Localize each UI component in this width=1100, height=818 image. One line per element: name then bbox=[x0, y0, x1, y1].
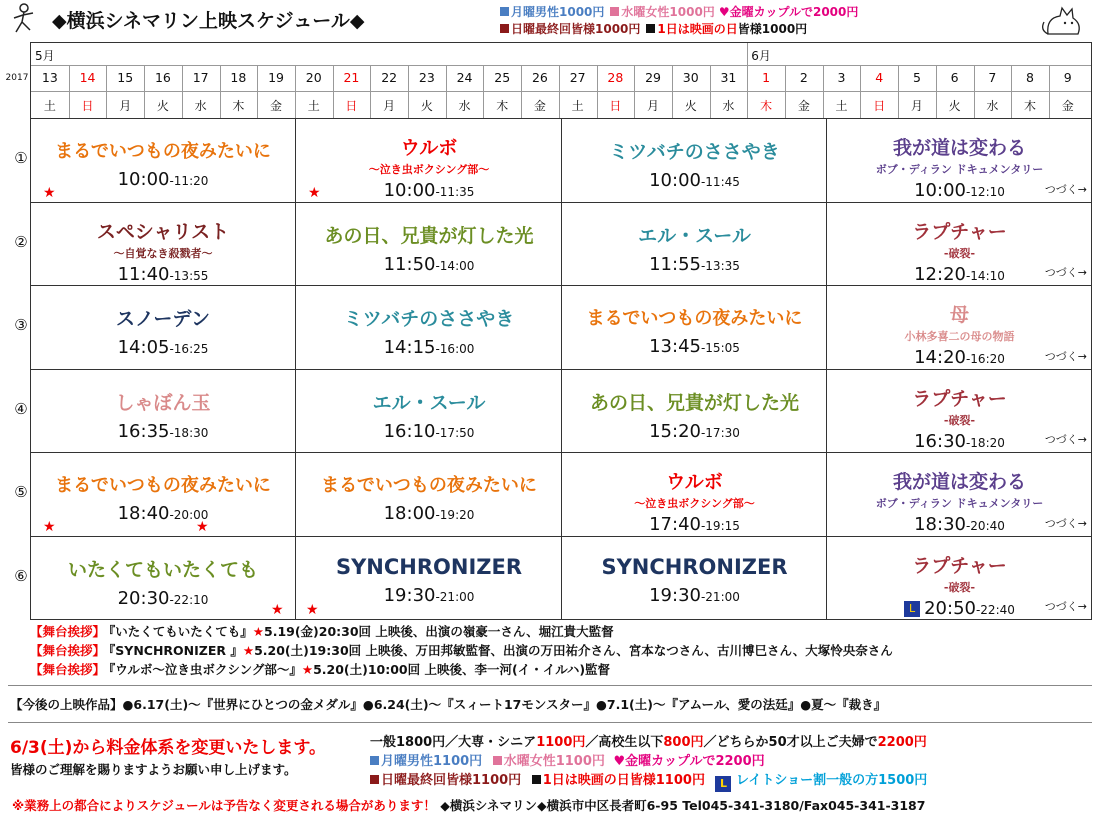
price-item: 皆様1000円 bbox=[737, 22, 808, 36]
weekday-label: 土 bbox=[835, 99, 848, 113]
showtime-end: -20:00 bbox=[169, 508, 209, 522]
price-info-line1 bbox=[500, 3, 858, 20]
schedule-row bbox=[14, 285, 1091, 370]
star-icon: ★ bbox=[43, 184, 56, 201]
film-title: 我が道は変わる bbox=[892, 471, 1026, 493]
showtime bbox=[562, 336, 827, 357]
greeting-date: 5.20(土)19:30回 bbox=[254, 643, 362, 658]
film-title: ウルボ bbox=[666, 471, 723, 493]
greeting-date: 5.19(金)20:30回 bbox=[264, 624, 372, 639]
showtime-start: 10:00 bbox=[383, 180, 436, 201]
price-square-icon bbox=[500, 24, 509, 33]
day-number: 31 bbox=[720, 70, 737, 85]
film-title: いたくてもいたくても bbox=[67, 558, 258, 581]
weekday-label: 木 bbox=[496, 99, 509, 113]
showtime bbox=[31, 337, 295, 358]
weekday-label: 土 bbox=[571, 99, 584, 113]
weekday-label: 月 bbox=[383, 99, 396, 113]
day-number: 15 bbox=[117, 70, 134, 85]
star-icon: ★ bbox=[271, 602, 284, 618]
continued-label: つづく→ bbox=[1044, 182, 1087, 196]
film-title: まるでいつもの夜みたいに bbox=[55, 475, 271, 496]
continued-label: つづく→ bbox=[1044, 516, 1087, 530]
showtime-start: 11:55 bbox=[649, 253, 701, 275]
star-icon: ★ bbox=[242, 643, 255, 658]
year-label: 2017 bbox=[5, 73, 29, 83]
film-title: 我が道は変わる bbox=[892, 137, 1026, 159]
screening-block bbox=[295, 453, 562, 537]
price-info-line2 bbox=[500, 20, 807, 37]
star-icon: ★ bbox=[308, 184, 321, 201]
day-number: 9 bbox=[1063, 70, 1072, 85]
film-subtitle: -破裂- bbox=[943, 413, 976, 427]
weekday-label: 木 bbox=[1024, 99, 1037, 113]
day-number: 8 bbox=[1026, 70, 1034, 85]
late-show-icon: L bbox=[715, 776, 731, 792]
showtime-start: 20:50 bbox=[924, 597, 976, 619]
weekday-label: 木 bbox=[232, 99, 245, 113]
showtime bbox=[562, 514, 827, 535]
price-item: 日曜最終回皆様1000円 bbox=[511, 22, 641, 36]
weekday-label: 水 bbox=[194, 99, 207, 113]
film-title: まるでいつもの夜みたいに bbox=[321, 475, 537, 496]
screening-block bbox=[31, 453, 295, 537]
day-number: 24 bbox=[456, 70, 473, 85]
weekday-label: 火 bbox=[156, 99, 169, 113]
film-title: 母 bbox=[949, 304, 969, 326]
film-title: ウルボ bbox=[400, 137, 458, 159]
new-price-line1: 一般1800円／大専・シニア1100円／高校生以下800円／どちらか50才以上ご夫婦で2200円 bbox=[370, 735, 927, 750]
screening-block bbox=[826, 203, 1092, 287]
showtime-start: 12:20 bbox=[914, 263, 966, 285]
screening-block bbox=[295, 119, 562, 203]
weekday-label: 日 bbox=[81, 99, 94, 113]
schedule-rows bbox=[14, 118, 1091, 619]
greeting-detail: 上映後、万田邦敏監督、出演の万田祐介さん、宮本なつさん、古川博巳さん、大塚怜央奈さん bbox=[361, 643, 893, 658]
showtime-start: 18:40 bbox=[117, 503, 170, 524]
weekday-label: 土 bbox=[307, 99, 320, 113]
showtime-start: 18:30 bbox=[914, 514, 966, 535]
price-square-icon bbox=[646, 24, 655, 33]
day-number: 6 bbox=[950, 70, 959, 85]
day-number: 16 bbox=[154, 70, 171, 85]
weekday-label: 月 bbox=[647, 99, 660, 113]
continued-label: つづく→ bbox=[1044, 600, 1087, 613]
date-header bbox=[5, 43, 1091, 118]
film-title: SYNCHRONIZER bbox=[601, 554, 788, 579]
continued-label: つづく→ bbox=[1044, 266, 1087, 279]
schedule-grid bbox=[5, 42, 1092, 620]
film-subtitle: 小林多喜二の母の物語 bbox=[904, 330, 1015, 343]
screening-block bbox=[561, 453, 827, 537]
screening-block bbox=[295, 537, 562, 621]
star-icon: ★ bbox=[196, 518, 209, 535]
day-number: 23 bbox=[418, 70, 435, 85]
showtime-end: -13:35 bbox=[700, 258, 740, 273]
showtime-end: -16:00 bbox=[435, 342, 475, 356]
showtime bbox=[296, 254, 562, 275]
showtime-start: 18:00 bbox=[383, 503, 436, 524]
showtime-start: 10:00 bbox=[914, 180, 966, 201]
showtime bbox=[296, 421, 562, 442]
showtime bbox=[562, 585, 827, 606]
screening-block bbox=[295, 203, 562, 287]
film-title: エル・スール bbox=[372, 391, 486, 414]
day-number: 30 bbox=[682, 70, 699, 85]
schedule-row bbox=[14, 202, 1091, 287]
day-number: 3 bbox=[837, 70, 846, 85]
schedule-row bbox=[14, 536, 1091, 621]
row-number: ① bbox=[14, 149, 28, 167]
showtime-end: -11:35 bbox=[435, 185, 475, 199]
weekday-label: 金 bbox=[270, 99, 283, 113]
screening-block bbox=[826, 537, 1092, 621]
new-price-line3: 日曜最終回皆様1100円 1日は映画の日皆様1100円 L レイトショー割一般の方1500円 bbox=[370, 769, 927, 792]
price-change-subtitle: 皆様のご理解を賜りますようお願い申し上げます。 bbox=[10, 762, 297, 777]
greeting-tag: 【舞台挨拶】 bbox=[30, 662, 106, 677]
showtime-end: -16:25 bbox=[169, 342, 209, 356]
showtime-end: -19:15 bbox=[700, 519, 740, 533]
price-change-title: 6/3(土)から料金体系を変更いたします。 bbox=[10, 738, 327, 758]
screening-block bbox=[561, 537, 827, 621]
row-number: ⑥ bbox=[14, 566, 28, 585]
film-title: ミツバチのささやき bbox=[609, 141, 780, 163]
showtime-start: 14:15 bbox=[383, 337, 436, 358]
upcoming-films: 【今後の上映作品】●6.17(土)〜『世界にひとつの金メダル』●6.24(土)〜『スィート17モンスター』●7.1(土)〜『アムール、愛の法廷』●夏〜『裁き』 bbox=[10, 697, 887, 712]
runner-logo-icon bbox=[8, 2, 38, 34]
film-title: スノーデン bbox=[115, 308, 211, 330]
greeting-detail: 上映後、李一河(イ・イルハ)監督 bbox=[420, 662, 611, 677]
film-subtitle: 〜泣き虫ボクシング部〜 bbox=[368, 163, 490, 176]
weekday-label: 水 bbox=[986, 99, 999, 113]
day-number: 4 bbox=[875, 70, 884, 85]
greeting-film: 『ウルボ〜泣き虫ボクシング部〜』 bbox=[109, 662, 302, 677]
weekday-label: 日 bbox=[873, 99, 886, 113]
row-number: ② bbox=[14, 232, 28, 251]
film-title: SYNCHRONIZER bbox=[335, 554, 523, 579]
showtime-end: -17:50 bbox=[435, 425, 475, 440]
price-square-icon bbox=[500, 7, 509, 16]
weekday-label: 火 bbox=[420, 99, 433, 113]
star-icon: ★ bbox=[252, 624, 264, 639]
film-title: ラプチャー bbox=[912, 554, 1007, 577]
showtime-end: -11:45 bbox=[700, 175, 740, 189]
weekday-label: 金 bbox=[533, 99, 546, 113]
weekday-label: 水 bbox=[458, 99, 471, 113]
price-item: 月曜男性1000円 bbox=[511, 5, 605, 19]
film-subtitle: ボブ・ディラン ドキュメンタリー bbox=[875, 163, 1044, 176]
day-number: 5 bbox=[912, 70, 921, 85]
screening-block bbox=[31, 286, 295, 370]
day-number: 19 bbox=[268, 70, 284, 85]
screening-block bbox=[31, 119, 295, 203]
showtime-end: -14:10 bbox=[965, 268, 1005, 283]
day-number: 26 bbox=[531, 70, 548, 85]
schedule-row bbox=[14, 118, 1091, 203]
showtime-start: 15:20 bbox=[649, 420, 701, 442]
showtime-end: -11:20 bbox=[169, 174, 209, 188]
weekday-label: 日 bbox=[609, 99, 622, 113]
screening-block bbox=[31, 370, 295, 454]
showtime-start: 10:00 bbox=[649, 170, 701, 191]
film-subtitle: ボブ・ディラン ドキュメンタリー bbox=[875, 497, 1044, 510]
showtime-start: 14:05 bbox=[117, 337, 170, 358]
showtime bbox=[296, 180, 562, 201]
showtime-end: -20:40 bbox=[965, 519, 1005, 533]
showtime-start: 16:10 bbox=[383, 420, 436, 442]
notes-section bbox=[30, 622, 1090, 679]
showtime-start: 11:40 bbox=[117, 263, 170, 285]
showtime-end: -21:00 bbox=[700, 589, 740, 604]
month-label-may: 5月 bbox=[35, 49, 55, 63]
showtime-end: -15:05 bbox=[700, 341, 740, 355]
star-icon: ★ bbox=[306, 602, 319, 618]
price-square-icon bbox=[610, 7, 619, 16]
showtime-end: -21:00 bbox=[435, 589, 475, 604]
showtime bbox=[31, 421, 295, 442]
film-subtitle: -破裂- bbox=[943, 580, 976, 594]
showtime-start: 11:50 bbox=[383, 253, 436, 275]
footer: ※業務上の都合によりスケジュールは予告なく変更される場合があります！ ◆横浜シネマリン◆横浜市中区長者町6-95 Tel045-341-3180/Fax045-341-3187 bbox=[12, 798, 926, 813]
film-title: まるでいつもの夜みたいに bbox=[55, 141, 271, 162]
showtime-start: 20:30 bbox=[117, 587, 170, 609]
film-subtitle: 〜泣き虫ボクシング部〜 bbox=[634, 497, 755, 510]
showtime-end: -12:10 bbox=[965, 185, 1005, 199]
showtime bbox=[31, 169, 295, 190]
screening-block bbox=[826, 453, 1092, 537]
day-number: 1 bbox=[762, 70, 771, 85]
day-number: 29 bbox=[645, 70, 661, 85]
screening-block bbox=[561, 370, 827, 454]
screening-block bbox=[31, 203, 295, 287]
day-number: 27 bbox=[569, 70, 586, 85]
weekday-label: 水 bbox=[722, 99, 735, 113]
showtime bbox=[562, 254, 827, 275]
weekday-label: 土 bbox=[43, 99, 56, 113]
film-title: まるでいつもの夜みたいに bbox=[586, 308, 803, 329]
weekday-label: 日 bbox=[345, 99, 358, 113]
showtime-start: 19:30 bbox=[383, 584, 436, 606]
day-number: 25 bbox=[494, 70, 511, 85]
weekday-label: 火 bbox=[948, 99, 961, 113]
day-number: 28 bbox=[607, 70, 624, 85]
day-number: 20 bbox=[305, 70, 322, 85]
row-number: ⑤ bbox=[14, 483, 28, 501]
film-subtitle: 〜自覚なき殺戮者〜 bbox=[113, 246, 213, 260]
page-title: ◆横浜シネマリン上映スケジュール◆ bbox=[52, 10, 365, 32]
late-show-icon: L bbox=[904, 601, 920, 617]
showtime-end: -22:40 bbox=[975, 602, 1015, 617]
showtime-end: -16:20 bbox=[965, 352, 1005, 366]
screening-block bbox=[31, 537, 295, 621]
day-number: 7 bbox=[988, 70, 997, 85]
cat-logo-icon bbox=[1038, 4, 1088, 40]
weekday-label: 金 bbox=[1061, 99, 1074, 113]
weekday-label: 木 bbox=[760, 99, 773, 113]
showtime bbox=[31, 503, 295, 524]
row-number: ③ bbox=[14, 316, 28, 334]
screening-block bbox=[826, 119, 1092, 203]
price-item: ♥金曜カップルで2000円 bbox=[718, 5, 859, 19]
showtime-end: -22:10 bbox=[169, 592, 209, 607]
continued-label: つづく→ bbox=[1044, 349, 1087, 363]
showtime bbox=[296, 503, 562, 524]
showtime-start: 16:35 bbox=[117, 420, 170, 442]
price-item: 1日は映画の日 bbox=[657, 22, 738, 36]
screening-block bbox=[826, 370, 1092, 454]
showtime-start: 17:40 bbox=[649, 514, 701, 535]
greeting-film: 『いたくてもいたくても』 bbox=[109, 624, 253, 639]
greeting-detail: 上映後、出演の嶺豪一さん、堀江貴大監督 bbox=[371, 624, 614, 639]
showtime-end: -14:00 bbox=[435, 258, 475, 273]
stage-greeting-line bbox=[30, 622, 1090, 641]
greeting-tag: 【舞台挨拶】 bbox=[30, 643, 106, 658]
screening-block bbox=[295, 370, 562, 454]
showtime-start: 16:30 bbox=[914, 430, 966, 452]
showtime bbox=[562, 421, 827, 442]
film-title: あの日、兄貴が灯した光 bbox=[324, 224, 534, 247]
stage-greeting-line bbox=[30, 641, 1090, 660]
new-price-line2: 月曜男性1100円 水曜女性1100円 ♥金曜カップルで2200円 bbox=[370, 750, 765, 769]
film-title: スペシャリスト bbox=[96, 220, 230, 243]
showtime-end: -18:20 bbox=[965, 435, 1005, 450]
price-item: 水曜女性1000円 bbox=[621, 5, 715, 19]
screening-block bbox=[561, 119, 827, 203]
greeting-film: 『SYNCHRONIZER 』 bbox=[109, 643, 243, 658]
film-title: ラプチャー bbox=[912, 220, 1007, 243]
day-number: 14 bbox=[79, 70, 96, 85]
film-title: しゃぼん玉 bbox=[115, 391, 211, 414]
star-icon: ★ bbox=[43, 518, 56, 535]
showtime bbox=[296, 585, 562, 606]
screening-block bbox=[561, 203, 827, 287]
day-number: 2 bbox=[799, 70, 808, 85]
day-number: 21 bbox=[343, 70, 360, 85]
day-number: 18 bbox=[230, 70, 247, 85]
film-subtitle: -破裂- bbox=[943, 246, 976, 260]
screening-block bbox=[826, 286, 1092, 370]
month-label-june: 6月 bbox=[751, 49, 771, 63]
showtime bbox=[31, 264, 295, 285]
row-number: ④ bbox=[14, 399, 28, 418]
showtime bbox=[31, 588, 295, 609]
showtime bbox=[296, 337, 562, 358]
showtime-end: -13:55 bbox=[169, 268, 209, 283]
weekday-label: 月 bbox=[119, 99, 132, 113]
weekday-label: 月 bbox=[910, 99, 923, 113]
weekday-label: 火 bbox=[684, 99, 697, 113]
stage-greeting-line bbox=[30, 660, 1090, 679]
showtime-end: -17:30 bbox=[700, 425, 740, 440]
showtime-end: -18:30 bbox=[169, 425, 209, 440]
day-number: 13 bbox=[41, 70, 58, 85]
greeting-tag: 【舞台挨拶】 bbox=[30, 624, 106, 639]
star-icon: ★ bbox=[301, 662, 314, 677]
continued-label: つづく→ bbox=[1044, 433, 1087, 446]
screening-block bbox=[561, 286, 827, 370]
showtime-start: 10:00 bbox=[117, 169, 170, 190]
showtime-start: 14:20 bbox=[914, 347, 966, 368]
showtime-end: -19:20 bbox=[435, 508, 475, 522]
film-title: ミツバチのささやき bbox=[343, 308, 515, 330]
showtime bbox=[562, 170, 827, 191]
schedule-row bbox=[14, 452, 1091, 537]
schedule-row bbox=[14, 369, 1091, 454]
film-title: ラプチャー bbox=[912, 387, 1007, 410]
film-title: あの日、兄貴が灯した光 bbox=[589, 391, 799, 414]
day-number: 17 bbox=[192, 70, 209, 85]
film-title: エル・スール bbox=[638, 224, 751, 247]
screening-block bbox=[295, 286, 562, 370]
showtime-start: 19:30 bbox=[649, 584, 701, 606]
day-number: 22 bbox=[381, 70, 398, 85]
showtime-start: 13:45 bbox=[649, 336, 701, 357]
greeting-date: 5.20(土)10:00回 bbox=[313, 662, 421, 677]
weekday-label: 金 bbox=[797, 99, 810, 113]
